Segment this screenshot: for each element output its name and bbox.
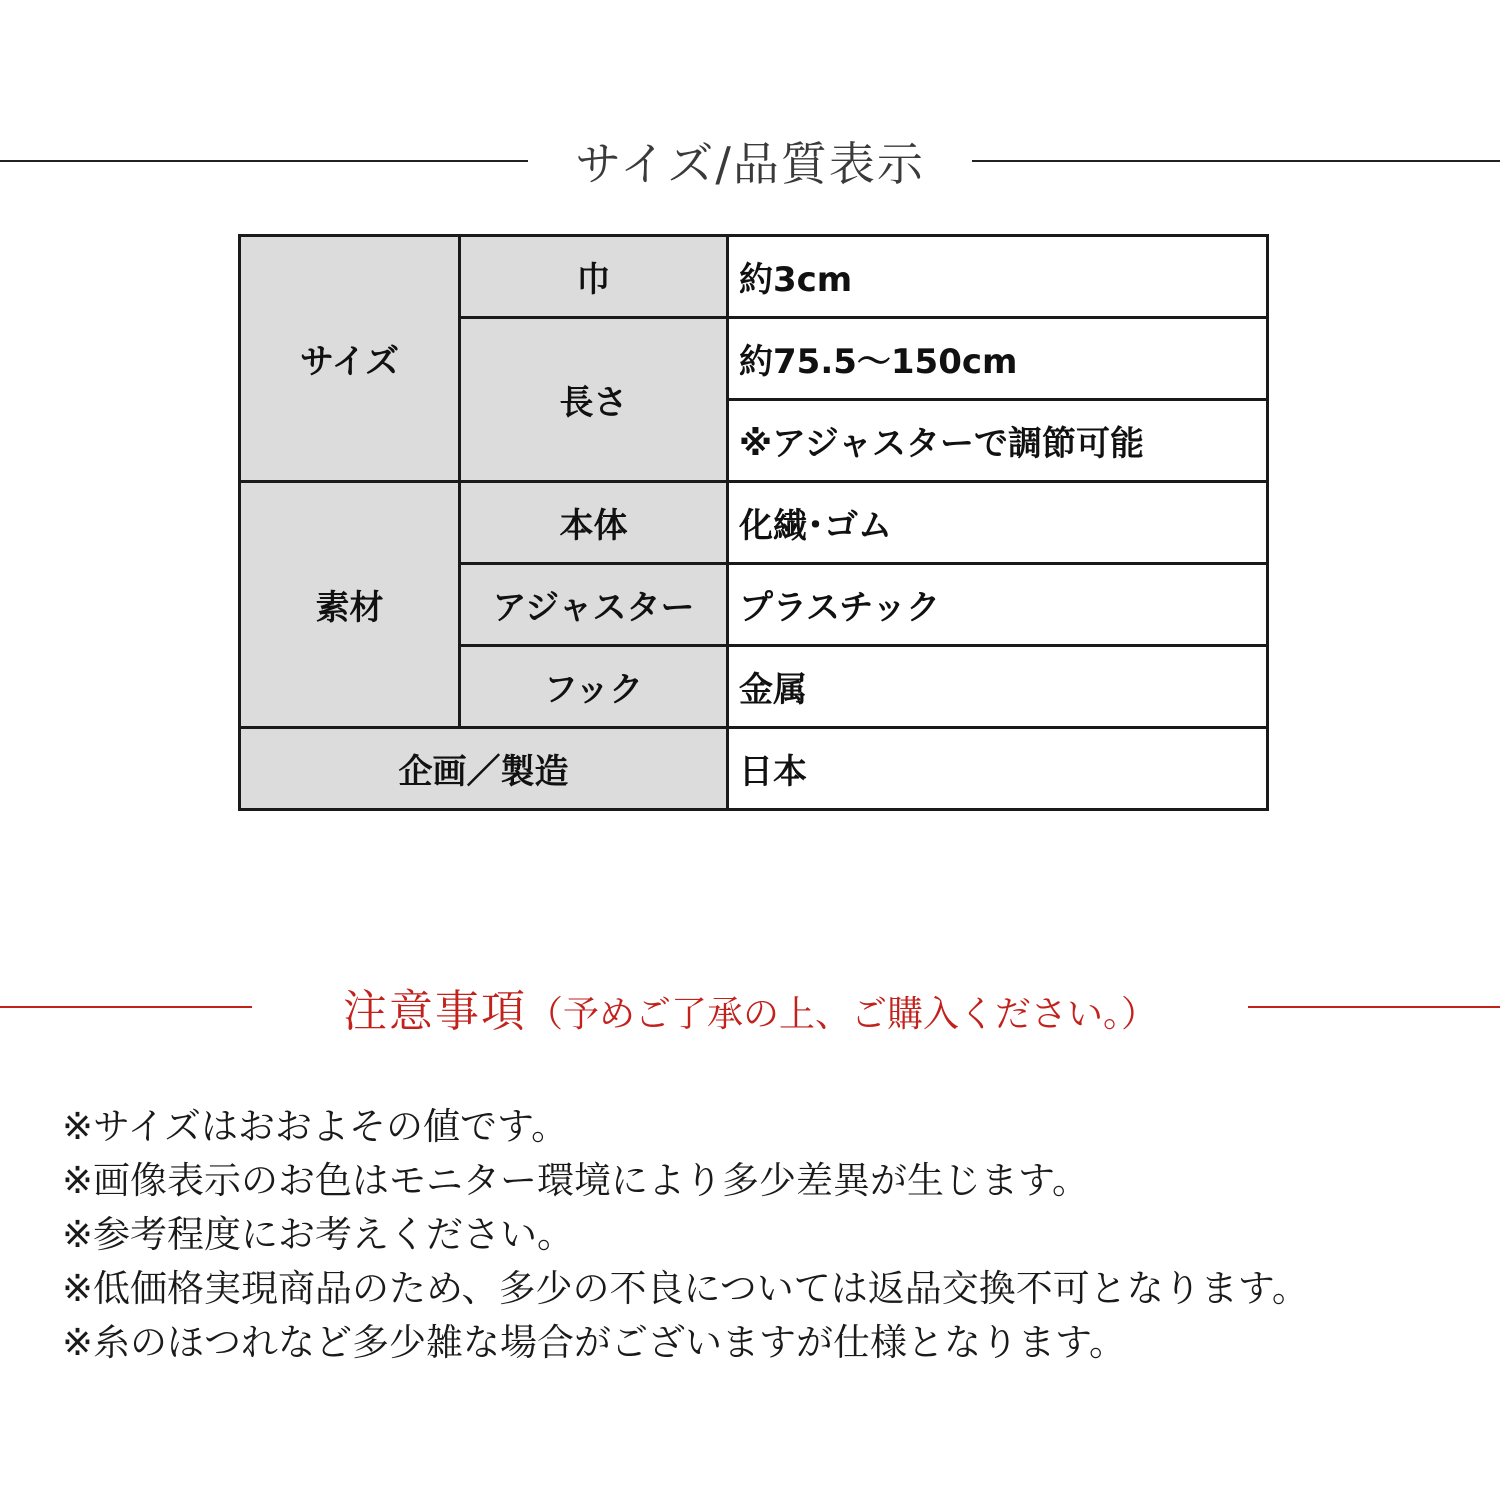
length-note: ※アジャスターで調節可能 [728, 400, 1268, 482]
spec-section-title: サイズ/品質表示 [575, 137, 925, 191]
size-group-label: サイズ [240, 236, 460, 482]
spec-section-header [0, 128, 1500, 194]
note-item: ※画像表示のお色はモニター環境により多少差異が生じます。 [62, 1159, 1090, 1202]
adjuster-label: アジャスター [460, 564, 728, 646]
body-label: 本体 [460, 482, 728, 564]
origin-label: 企画／製造 [240, 728, 728, 810]
origin-value: 日本 [728, 728, 1268, 810]
width-label: 巾 [460, 236, 728, 318]
note-item: ※サイズはおおよその値です。 [62, 1105, 569, 1148]
spec-table [238, 234, 1269, 811]
notes-rule-left [0, 1006, 252, 1008]
header-rule-left [0, 160, 528, 162]
width-value: 約3cm [728, 236, 1268, 318]
notes-section-title [252, 975, 1248, 1039]
notes-title-sub: （予めご了承の上、ご購入ください。） [526, 994, 1157, 1035]
hook-value: 金属 [728, 646, 1268, 728]
header-rule-right [972, 160, 1500, 162]
body-value: 化繊･ゴム [728, 482, 1268, 564]
material-group-label: 素材 [240, 482, 460, 728]
note-item: ※糸のほつれなど多少雑な場合がございますが仕様となります。 [62, 1321, 1127, 1364]
note-item: ※低価格実現商品のため、多少の不良については返品交換不可となります。 [62, 1267, 1309, 1310]
notes-rule-right [1248, 1006, 1500, 1008]
hook-label: フック [460, 646, 728, 728]
length-label: 長さ [460, 318, 728, 482]
notes-section-header [0, 972, 1500, 1042]
notes-list [62, 1100, 1482, 1370]
notes-title-main: 注意事項 [342, 986, 527, 1037]
note-item: ※参考程度にお考えください。 [62, 1213, 575, 1256]
adjuster-value: プラスチック [728, 564, 1268, 646]
length-value: 約75.5～150cm [728, 318, 1268, 400]
